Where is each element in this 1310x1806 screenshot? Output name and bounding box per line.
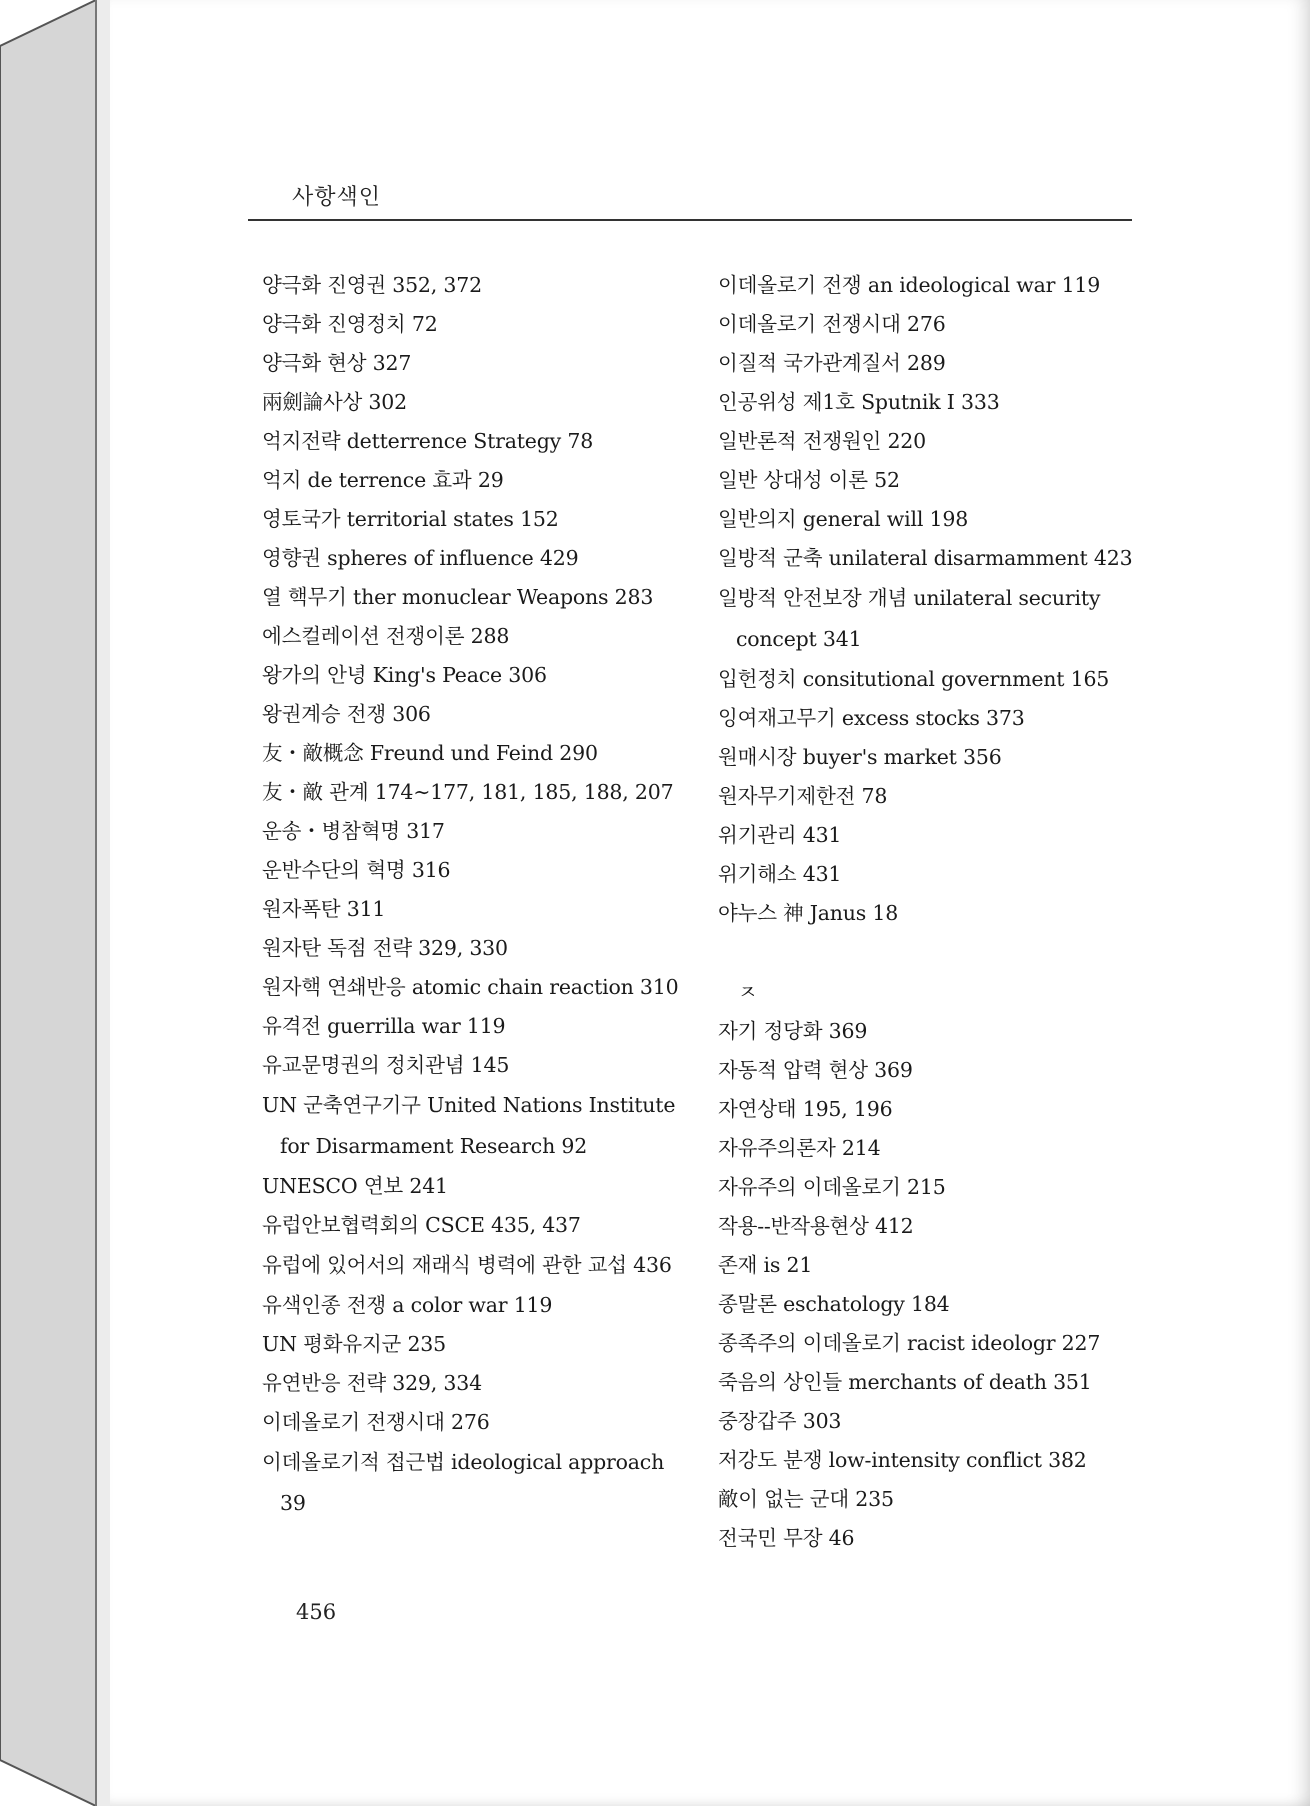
index-entry: 유럽에 있어서의 재래식 병력에 관한 교섭 436 [262, 1253, 672, 1277]
index-entry: 이데올로기 전쟁 an ideological war 119 [718, 273, 1101, 297]
index-entry: 중장갑주 303 [718, 1409, 842, 1433]
index-entry: 敵이 없는 군대 235 [718, 1487, 894, 1511]
index-entry: 유럽안보협력회의 CSCE 435, 437 [262, 1213, 581, 1237]
index-entry: 이데올로기적 접근법 ideological approach 39 [262, 1450, 665, 1515]
index-entry: 영향권 spheres of influence 429 [262, 546, 579, 570]
index-entry: 전국민 무장 46 [718, 1526, 855, 1550]
index-entry: 죽음의 상인들 merchants of death 351 [718, 1370, 1092, 1394]
index-column-right [718, 266, 1138, 1558]
index-entry: 영토국가 territorial states 152 [262, 507, 559, 531]
index-entry: 억지전략 detterrence Strategy 78 [262, 429, 594, 453]
index-entry: 인공위성 제1호 Sputnik Ⅰ 333 [718, 390, 1000, 414]
book-spine-edge [0, 0, 116, 1806]
index-entry: 양극화 현상 327 [262, 351, 412, 375]
index-entry: 운반수단의 혁명 316 [262, 858, 451, 882]
index-entry: 일방적 군축 unilateral disarmamment 423 [718, 546, 1133, 570]
index-entry: 자동적 압력 현상 369 [718, 1058, 913, 1082]
index-entry: 에스컬레이션 전쟁이론 288 [262, 624, 510, 648]
index-entry: 종족주의 이데올로기 racist ideologr 227 [718, 1331, 1101, 1355]
index-entry: 야누스 神 Janus 18 [718, 901, 899, 925]
index-entry: 이데올로기 전쟁시대 276 [262, 1410, 490, 1434]
index-entry: 양극화 진영권 352, 372 [262, 273, 482, 297]
index-entry: 자기 정당화 369 [718, 1019, 868, 1043]
index-entry: 운송・병참혁명 317 [262, 819, 445, 843]
index-entry: 존재 is 21 [718, 1253, 813, 1277]
index-entry: 일방적 안전보장 개념 unilateral security concept 341 [718, 586, 1101, 651]
index-entry: 종말론 eschatology 184 [718, 1292, 950, 1316]
index-entry: 위기관리 431 [718, 823, 842, 847]
index-entry: 이질적 국가관계질서 289 [718, 351, 946, 375]
index-entry: 자유주의론자 214 [718, 1136, 881, 1160]
index-entry: 유색인종 전쟁 a color war 119 [262, 1293, 553, 1317]
index-entry: 友・敵概念 Freund und Feind 290 [262, 741, 598, 765]
index-entry: 이데올로기 전쟁시대 276 [718, 312, 946, 336]
index-entry: 友・敵 관계 174∼177, 181, 185, 188, 207 [262, 780, 674, 804]
index-entry: 원매시장 buyer's market 356 [718, 745, 1002, 769]
index-entry: 자유주의 이데올로기 215 [718, 1175, 946, 1199]
index-entry: 자연상태 195, 196 [718, 1097, 893, 1121]
book-page [110, 0, 1310, 1806]
index-entry: UNESCO 연보 241 [262, 1174, 448, 1198]
header-divider [248, 219, 1132, 221]
page-header-title: 사항색인 [292, 185, 382, 210]
index-entry: 왕권계승 전쟁 306 [262, 702, 431, 726]
index-entry: 유교문명권의 정치관념 145 [262, 1053, 510, 1077]
index-entry: 억지 de terrence 효과 29 [262, 468, 504, 492]
index-entry: 원자폭탄 311 [262, 897, 386, 921]
index-entry: 저강도 분쟁 low-intensity conflict 382 [718, 1448, 1087, 1472]
page-number: 456 [296, 1600, 337, 1624]
index-entry: 작용--반작용현상 412 [718, 1214, 914, 1238]
index-column-left [262, 266, 692, 1524]
index-entry: 일반 상대성 이론 52 [718, 468, 900, 492]
index-entry: UN 군축연구기구 United Nations Institute for Disarmament Research 92 [262, 1093, 676, 1158]
index-entry: 잉여재고무기 excess stocks 373 [718, 706, 1025, 730]
index-entry: 양극화 진영정치 72 [262, 312, 438, 336]
index-entry: 일반의지 general will 198 [718, 507, 969, 531]
index-entry: 兩劍論사상 302 [262, 390, 407, 414]
section-heading-letter: ㅈ [738, 980, 758, 1004]
index-entry: 유연반응 전략 329, 334 [262, 1371, 482, 1395]
index-entry: 원자핵 연쇄반응 atomic chain reaction 310 [262, 975, 679, 999]
index-entry: 왕가의 안녕 King's Peace 306 [262, 663, 547, 687]
index-entry: UN 평화유지군 235 [262, 1332, 446, 1356]
index-entry: 유격전 guerrilla war 119 [262, 1014, 506, 1038]
index-entry: 입헌정치 consitutional government 165 [718, 667, 1110, 691]
index-entry: 원자탄 독점 전략 329, 330 [262, 936, 508, 960]
index-entry: 위기해소 431 [718, 862, 842, 886]
index-entry: 원자무기제한전 78 [718, 784, 888, 808]
index-entry: 일반론적 전쟁원인 220 [718, 429, 926, 453]
index-entry: 열 핵무기 ther monuclear Weapons 283 [262, 585, 654, 609]
